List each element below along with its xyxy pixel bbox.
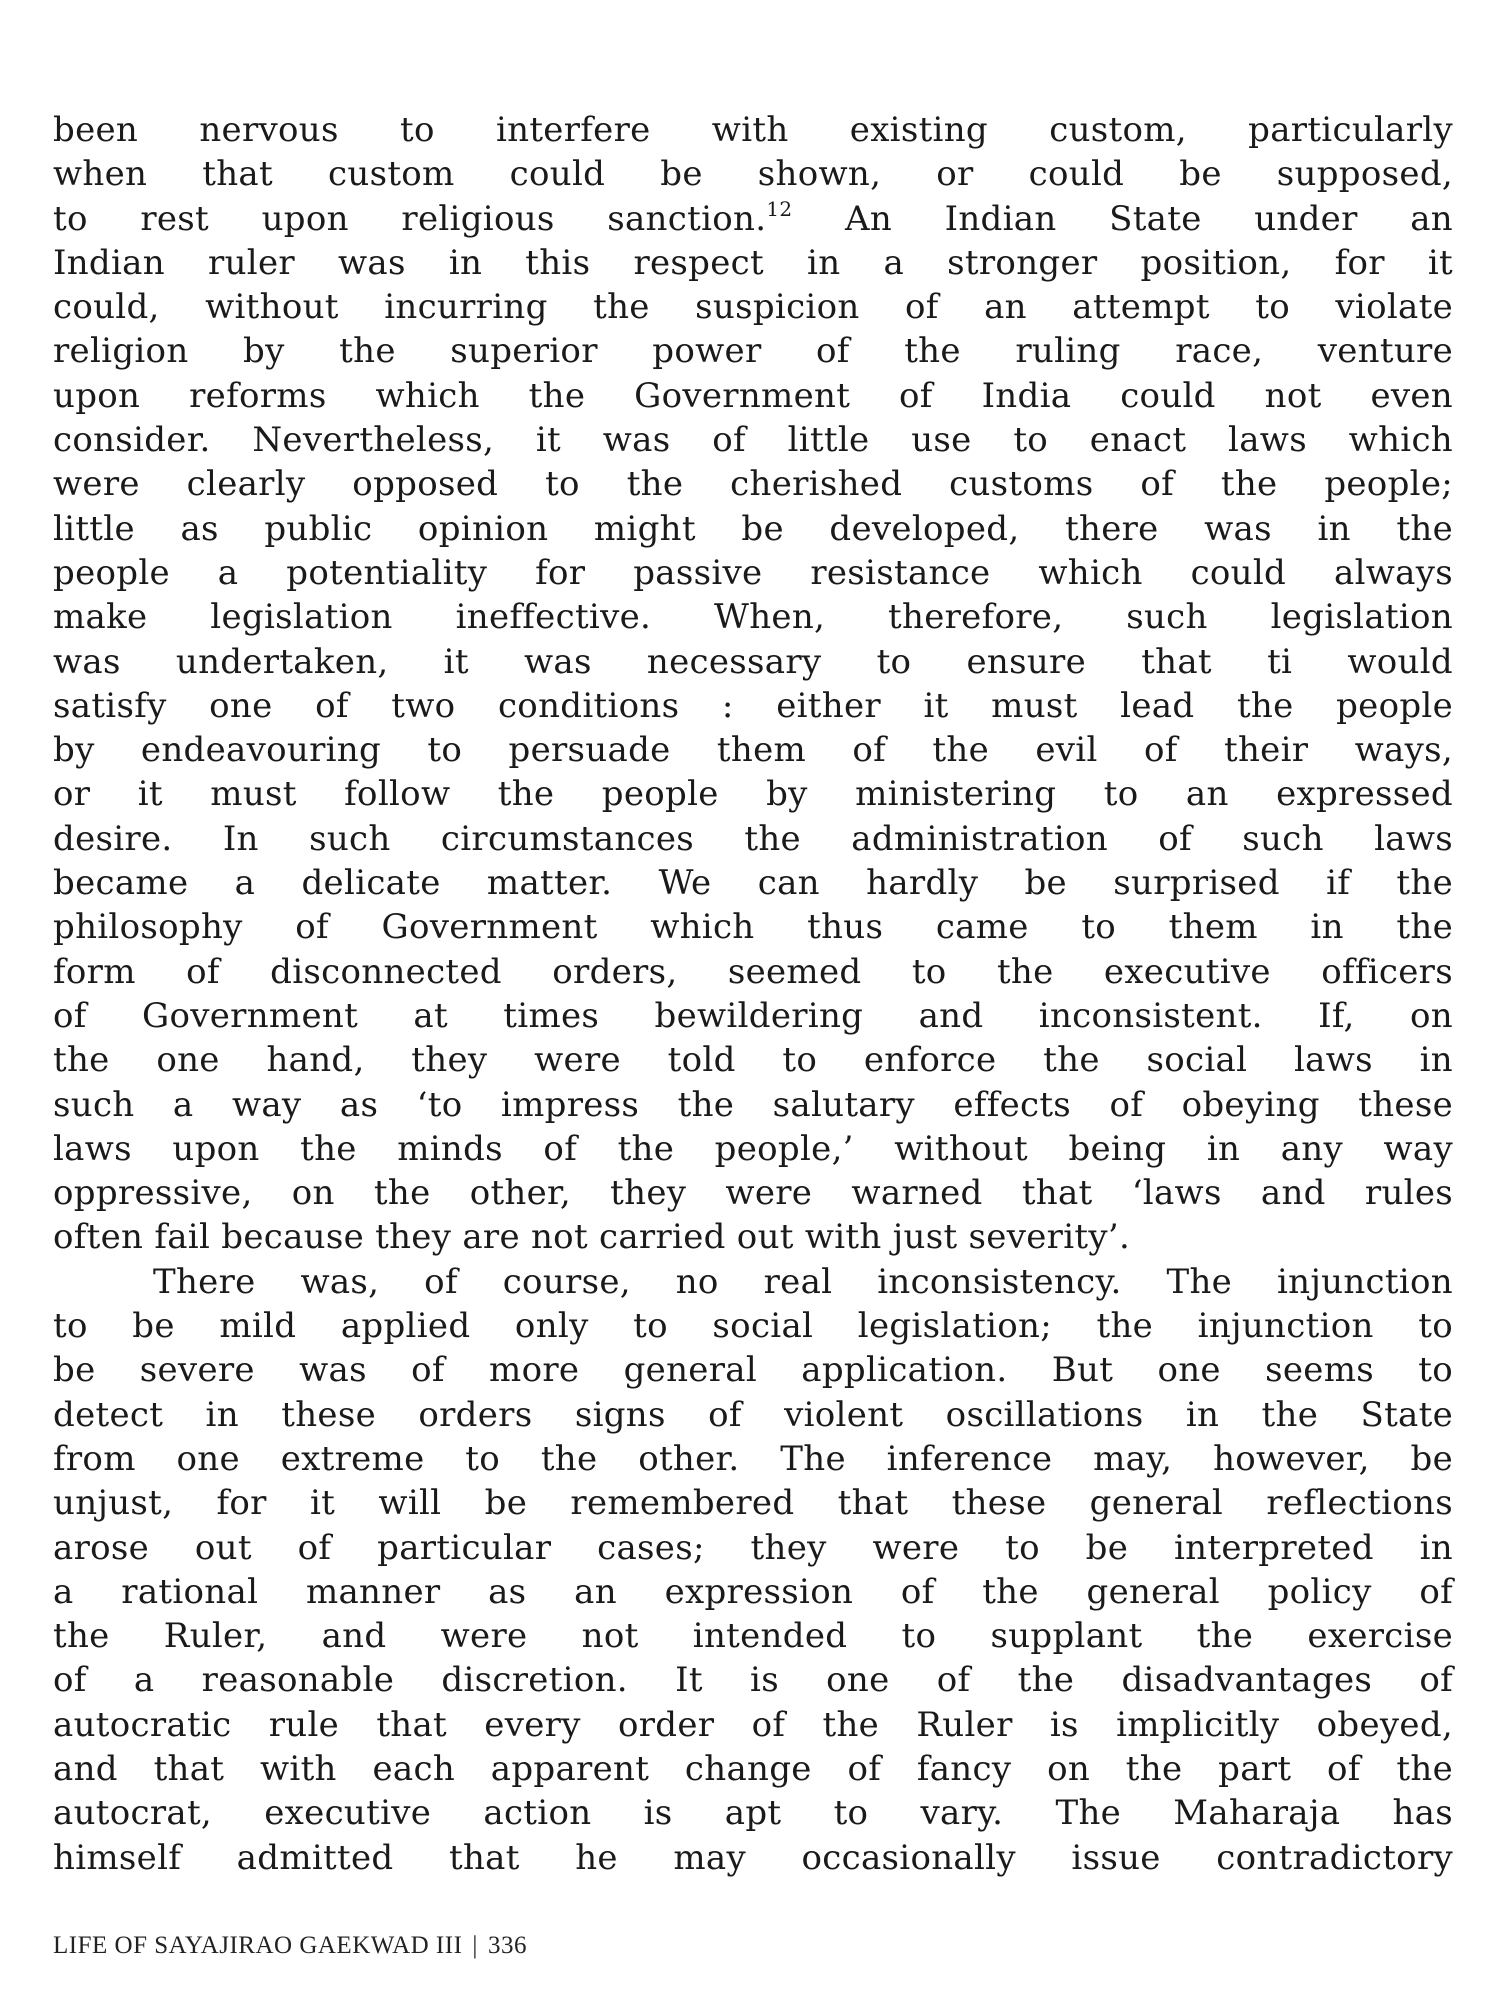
line-text: of a reasonable discretion. It is one of the disadvantages of [53, 1660, 1453, 1701]
text-line [53, 1703, 1453, 1747]
line-text: often fail because they are not carried out with just severity’. [53, 1217, 1131, 1258]
text-line [53, 684, 1453, 728]
line-text: from one extreme to the other. The inference may, however, be [53, 1438, 1453, 1479]
text-line [53, 241, 1453, 285]
line-text: autocrat, executive action is apt to vary. The Maharaja has [53, 1793, 1453, 1834]
text-line [53, 329, 1453, 373]
text-line [53, 507, 1453, 551]
line-text: the Ruler, and were not intended to supplant the exercise [53, 1616, 1453, 1657]
text-line [53, 108, 1453, 152]
text-line [53, 374, 1453, 418]
line-text: detect in these orders signs of violent oscillations in the State [53, 1394, 1453, 1435]
text-line [53, 1260, 1453, 1304]
line-text: to rest upon religious sanction. [53, 198, 767, 239]
line-text: be severe was of more general application. But one seems to [53, 1350, 1453, 1391]
line-text: to be mild applied only to social legislation; the injunction to [53, 1306, 1453, 1347]
text-line [53, 418, 1453, 462]
text-line [53, 1083, 1453, 1127]
text-line [53, 861, 1453, 905]
line-text: and that with each apparent change of fancy on the part of the [53, 1748, 1453, 1789]
text-line [53, 595, 1453, 639]
body-text [53, 108, 1453, 1880]
text-line [53, 197, 1453, 241]
text-line [53, 1747, 1453, 1791]
page-number: 336 [487, 1932, 527, 1959]
line-text: or it must follow the people by ministering to an expressed [53, 774, 1453, 815]
text-line [53, 1481, 1453, 1525]
text-line [53, 1526, 1453, 1570]
line-text: unjust, for it will be remembered that these general reflections [53, 1483, 1453, 1524]
line-text: form of disconnected orders, seemed to the executive officers [53, 951, 1453, 992]
paragraph [53, 108, 1453, 1260]
paragraph [53, 1260, 1453, 1880]
text-line [53, 551, 1453, 595]
line-text: of Government at times bewildering and inconsistent. If, on [53, 995, 1453, 1036]
text-line [53, 285, 1453, 329]
line-text: such a way as ‘to impress the salutary effects of obeying these [53, 1084, 1453, 1125]
text-line [53, 462, 1453, 506]
line-text: There was, of course, no real inconsistency. The injunction [153, 1261, 1453, 1302]
text-line [53, 1215, 1453, 1259]
line-text: himself admitted that he may occasionally issue contradictory [53, 1837, 1453, 1878]
text-line [53, 1791, 1453, 1835]
line-text: could, without incurring the suspicion of an attempt to violate [53, 287, 1453, 328]
text-line [53, 1614, 1453, 1658]
line-text: were clearly opposed to the cherished customs of the people; [53, 464, 1453, 505]
line-text: a rational manner as an expression of the general policy of [53, 1571, 1453, 1612]
line-text: people a potentiality for passive resistance which could always [53, 552, 1453, 593]
running-footer [53, 1932, 527, 1960]
line-text: the one hand, they were told to enforce the social laws in [53, 1040, 1453, 1081]
footer-separator: | [472, 1932, 478, 1959]
text-line [53, 728, 1453, 772]
text-line [53, 1171, 1453, 1215]
text-line [53, 640, 1453, 684]
line-text: consider. Nevertheless, it was of little use to enact laws which [53, 420, 1453, 461]
line-text: desire. In such circumstances the administration of such laws [53, 818, 1453, 859]
text-line [53, 1393, 1453, 1437]
line-text: little as public opinion might be developed, there was in the [53, 508, 1453, 549]
line-text: when that custom could be shown, or could be supposed, [53, 154, 1453, 195]
line-text: arose out of particular cases; they were to be interpreted in [53, 1527, 1453, 1568]
footnote-marker[interactable]: 12 [766, 196, 793, 221]
text-line [53, 1570, 1453, 1614]
text-line [53, 817, 1453, 861]
text-line [53, 1127, 1453, 1171]
line-text: Indian ruler was in this respect in a stronger position, for it [53, 242, 1453, 283]
line-text: became a delicate matter. We can hardly be surprised if the [53, 863, 1453, 904]
line-text: laws upon the minds of the people,’ without being in any way [53, 1128, 1453, 1169]
line-text: by endeavouring to persuade them of the evil of their ways, [53, 730, 1453, 771]
text-line [53, 152, 1453, 196]
line-text: was undertaken, it was necessary to ensure that ti would [53, 641, 1453, 682]
text-line [53, 1836, 1453, 1880]
line-text: been nervous to interfere with existing custom, particularly [53, 110, 1453, 150]
text-line [53, 1658, 1453, 1702]
line-text: satisfy one of two conditions : either it must lead the people [53, 685, 1453, 726]
text-line [53, 994, 1453, 1038]
line-text: oppressive, on the other, they were warned that ‘laws and rules [53, 1173, 1453, 1214]
line-text: autocratic rule that every order of the Ruler is implicitly obeyed, [53, 1704, 1453, 1745]
text-line [53, 772, 1453, 816]
line-text: philosophy of Government which thus came to them in the [53, 907, 1453, 948]
text-line [53, 1437, 1453, 1481]
line-text: upon reforms which the Government of India could not even [53, 375, 1453, 416]
line-text: religion by the superior power of the ruling race, venture [53, 331, 1453, 372]
text-line [53, 1304, 1453, 1348]
line-text: make legislation ineffective. When, therefore, such legislation [53, 597, 1453, 638]
text-line [53, 1348, 1453, 1392]
text-line [53, 950, 1453, 994]
line-text-continued: An Indian State under an [792, 198, 1453, 239]
text-line [53, 1038, 1453, 1082]
book-title: LIFE OF SAYAJIRAO GAEKWAD III [53, 1932, 463, 1959]
text-line [53, 905, 1453, 949]
